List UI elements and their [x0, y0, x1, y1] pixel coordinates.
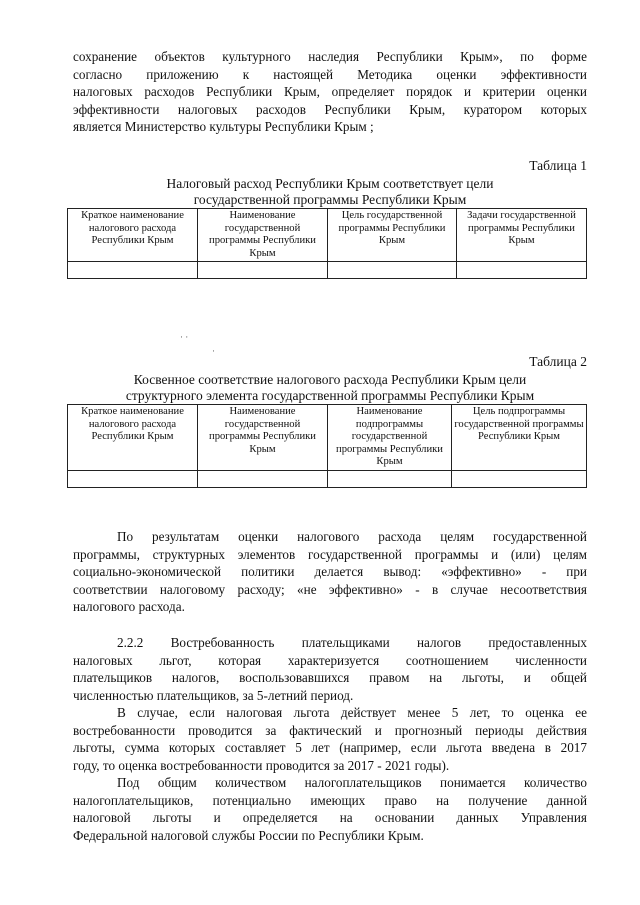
section-2-2-2 [73, 634, 587, 704]
table-header-cell: Цель подпрограммы государственной программы Республики Крым [452, 405, 587, 471]
text-line: программы, структурных элементов государственной программы и (или) целям [73, 546, 587, 562]
text-line: сохранение объектов культурного наследия Республики Крым», по форме [73, 49, 587, 64]
table-header-cell: Наименование государственной программы Республики Крым [198, 209, 328, 262]
text-line: соответствии налоговому расходу; «не эффективно» - в случае несоответствия [73, 581, 587, 597]
table2-caption-line: Косвенное соответствие налогового расхода Республики Крым цели [133, 372, 527, 387]
table1-caption [73, 176, 587, 207]
text-line: налогоплательщиков, потенциально имеющих право на получение данной [73, 792, 587, 808]
table-cell [328, 262, 457, 279]
text-line: В случае, если налоговая льгота действует менее 5 лет, то оценка ее [117, 705, 587, 720]
text-line: По результатам оценки налогового расхода целям государственной [117, 529, 587, 544]
total-taxpayers-paragraph [73, 774, 587, 844]
short-period-paragraph [73, 704, 587, 774]
table2-label: Таблица 2 [529, 354, 587, 369]
table-header-cell: Наименование подпрограммы государственной программы Республики Крым [328, 405, 452, 471]
table-header-row [68, 405, 587, 471]
text-line: налоговой льготы и определяется на основании данных Управления [73, 810, 587, 826]
conclusion-paragraph [73, 528, 587, 616]
table2-caption-line: структурного элемента государственной программы Республики Крым [125, 387, 535, 403]
text-line: плательщиков налогов, воспользовавшихся правом на льготы, и общей [73, 670, 587, 686]
text-line: востребованности проводится за фактический и прогнозный периоды действия [73, 722, 587, 738]
text-line: 2.2.2 Востребованность плательщиками налогов предоставленных [117, 635, 587, 650]
text-line: налоговых льгот, которая характеризуется соотношением численности [73, 652, 587, 668]
text-line: согласно приложению к настоящей Методика оценки эффективности [73, 66, 587, 82]
table-cell [68, 470, 198, 487]
table1-caption-line: государственной программы Республики Крым [193, 191, 467, 207]
table-cell [328, 470, 452, 487]
table2 [67, 404, 587, 488]
table1-label: Таблица 1 [529, 158, 587, 173]
intro-paragraph [73, 48, 587, 136]
table-cell [198, 262, 328, 279]
table1 [67, 208, 587, 279]
table-header-row [68, 209, 587, 262]
scan-speck: · · [180, 332, 189, 342]
text-line: году, то оценка востребованности проводится за 2017 - 2021 годы). [73, 757, 450, 773]
table-header-cell: Краткое наименование налогового расхода Республики Крым [68, 209, 198, 262]
text-line: Федеральной налоговой службы России по Республики Крым. [73, 827, 424, 843]
table-header-cell: Краткое наименование налогового расхода Республики Крым [68, 405, 198, 471]
text-line: социально-экономической политики делается вывод: «эффективно» - при [73, 564, 587, 580]
table-cell [457, 262, 587, 279]
table-header-cell: Цель государственной программы Республики Крым [328, 209, 457, 262]
text-line: льготы, сумма которых составляет 5 лет (например, если льгота введена в 2017 [73, 740, 587, 756]
table-cell [68, 262, 198, 279]
text-line: является Министерство культуры Республики Крым ; [73, 119, 374, 135]
scan-speck: · [212, 346, 215, 356]
text-line: эффективности налоговых расходов Республики Крым, куратором которых [73, 101, 587, 117]
text-line: налоговых расходов Республики Крым, определяет порядок и критерии оценки [73, 84, 587, 100]
text-line: численностью плательщиков, за 5-летний период. [73, 687, 354, 703]
table-row [68, 470, 587, 487]
table-cell [452, 470, 587, 487]
table2-caption [73, 372, 587, 403]
text-line: Под общим количеством налогоплательщиков понимается количество [117, 775, 587, 790]
table-row [68, 262, 587, 279]
table-header-cell: Задачи государственной программы Республики Крым [457, 209, 587, 262]
table-header-cell: Наименование государственной программы Республики Крым [198, 405, 328, 471]
table-cell [198, 470, 328, 487]
table1-caption-line: Налоговый расход Республики Крым соответствует цели [166, 176, 494, 191]
text-line: налогового расхода. [73, 599, 185, 615]
